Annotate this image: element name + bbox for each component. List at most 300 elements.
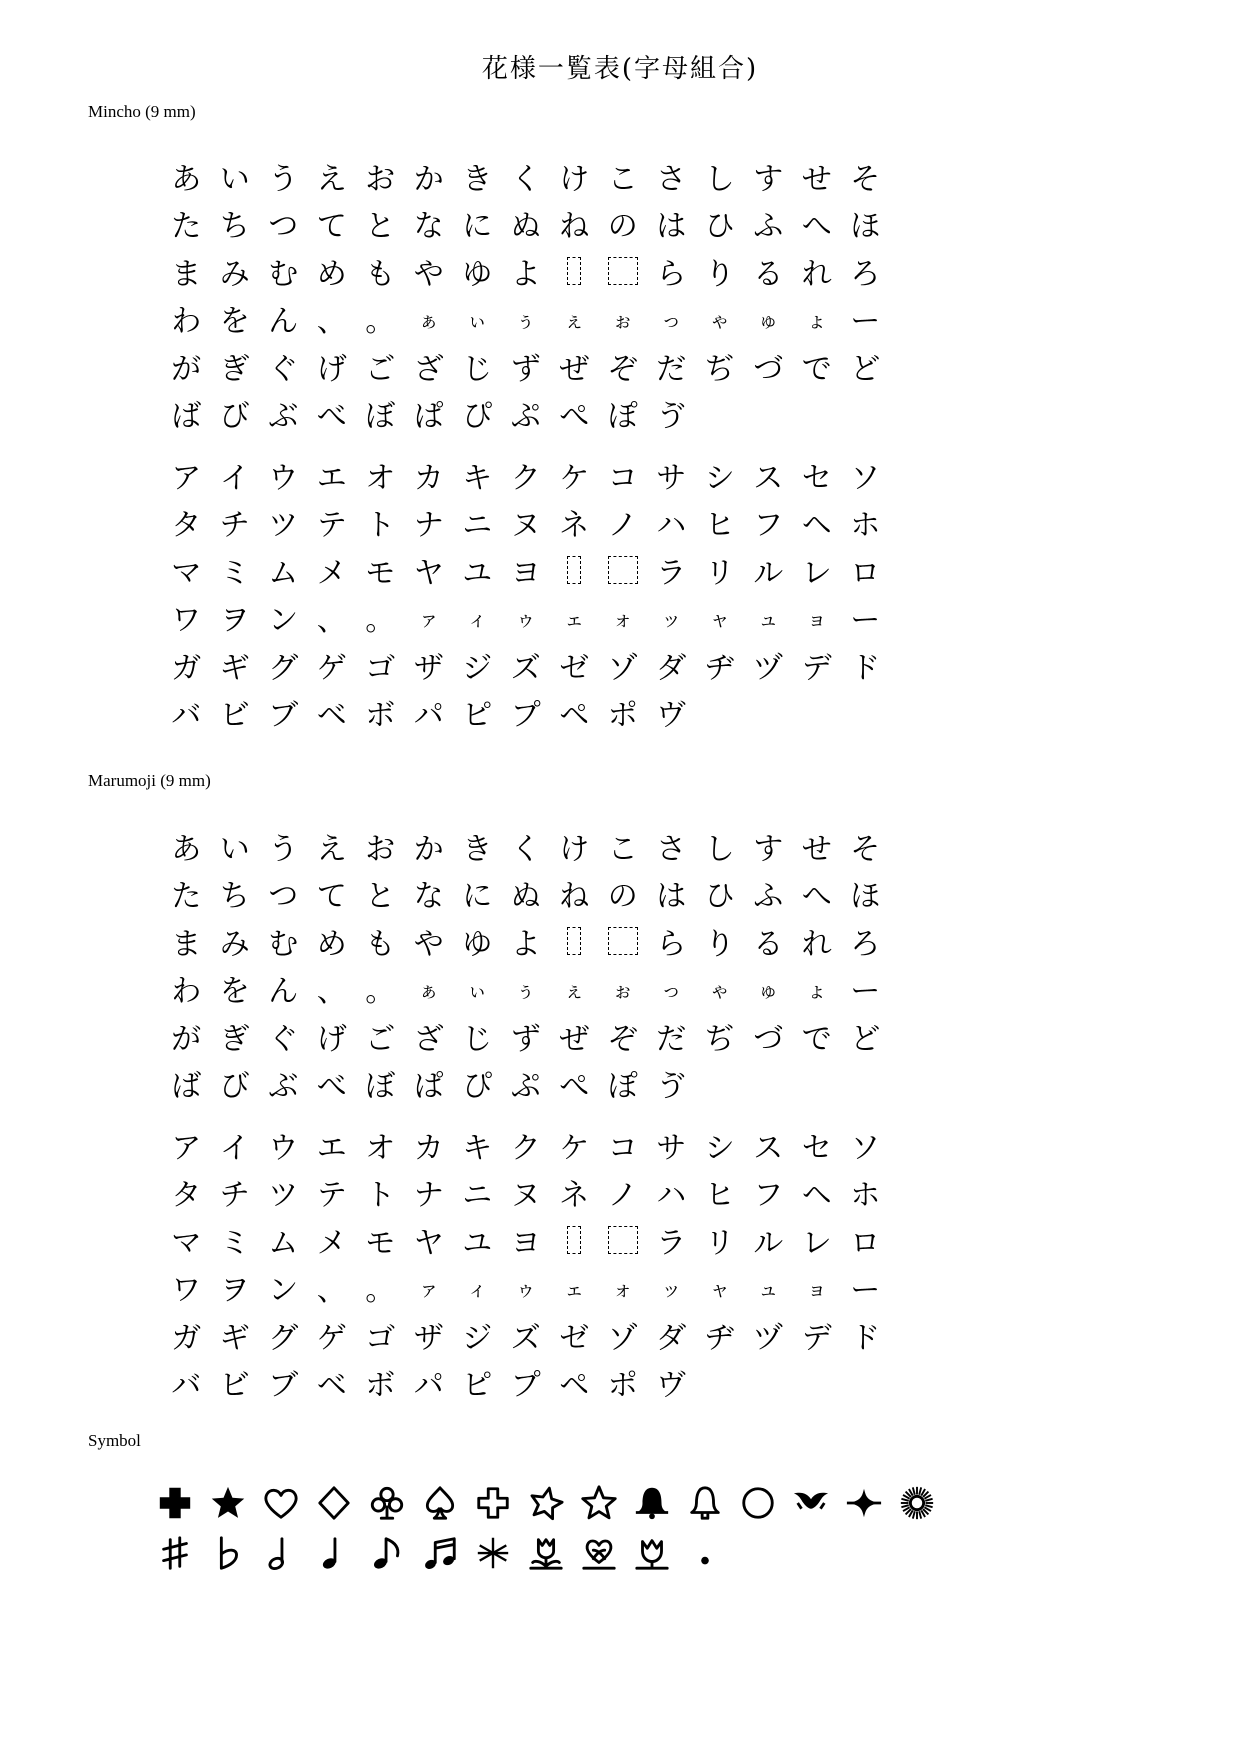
char-cell: ブ (268, 1368, 299, 1404)
char-cell: の (607, 209, 638, 245)
char-cell: べ (316, 1069, 347, 1105)
char-cell: ゴ (365, 1320, 396, 1356)
char-row (162, 152, 890, 200)
char-cell: メ (316, 1225, 347, 1261)
char-cell: ん (268, 974, 299, 1010)
char-cell: ば (171, 399, 202, 435)
char-cell: ル (753, 1225, 784, 1261)
char-cell: ノ (607, 1178, 638, 1214)
char-cell: ひ (704, 879, 735, 915)
char-cell: ぬ (510, 209, 541, 245)
char-cell: ぇ (564, 977, 585, 1002)
char-cell: へ (801, 209, 832, 245)
char-cell: ァ (418, 606, 439, 631)
char-cell: ジ (462, 1320, 493, 1356)
char-cell: さ (656, 161, 687, 197)
char-cell: ヤ (413, 555, 444, 591)
char-row (162, 295, 890, 343)
char-cell: ヘ (801, 1178, 832, 1214)
char-cell: ぜ (559, 351, 590, 387)
char-row (162, 1169, 890, 1217)
char-row (162, 247, 890, 295)
char-cell: オ (365, 460, 396, 496)
char-cell: ロ (850, 555, 881, 591)
char-cell: シ (704, 460, 735, 496)
char-cell: ち (219, 879, 250, 915)
char-row (162, 917, 890, 965)
char-cell: ゔ (656, 399, 687, 435)
char-cell: ゾ (607, 650, 638, 686)
char-cell: ー (850, 974, 881, 1010)
char-row (162, 1264, 890, 1312)
char-cell: 、 (316, 304, 347, 340)
char-cell: ペ (559, 1368, 590, 1404)
char-cell: げ (316, 1021, 347, 1057)
char-cell: け (559, 161, 590, 197)
char-cell: い (219, 831, 250, 867)
char-cell: や (413, 256, 444, 292)
char-cell: づ (753, 1021, 784, 1057)
char-cell: さ (656, 831, 687, 867)
char-row (162, 1121, 890, 1169)
symbol-row (148, 1528, 943, 1578)
char-cell: ち (219, 209, 250, 245)
char-cell: ヂ (704, 1320, 735, 1356)
char-cell: ょ (806, 307, 827, 332)
char-cell: サ (656, 1130, 687, 1166)
char-cell: お (365, 831, 396, 867)
spade-icon (413, 1478, 466, 1528)
heart-ribbon-icon (572, 1528, 625, 1578)
char-cell: と (365, 879, 396, 915)
char-cell: な (413, 879, 444, 915)
char-cell: ず (510, 351, 541, 387)
char-cell: テ (316, 1178, 347, 1214)
char-cell: サ (656, 460, 687, 496)
char-cell: ど (850, 1021, 881, 1057)
char-cell: め (316, 256, 347, 292)
char-cell: っ (661, 307, 682, 332)
char-cell: て (316, 879, 347, 915)
bell-icon (625, 1478, 678, 1528)
char-cell: ナ (413, 1178, 444, 1214)
char-cell: ン (268, 603, 299, 639)
char-cell: っ (661, 977, 682, 1002)
char-cell: で (801, 1021, 832, 1057)
char-cell: ネ (559, 1178, 590, 1214)
char-cell: ラ (656, 555, 687, 591)
char-cell: ら (656, 256, 687, 292)
char-cell: ェ (564, 1276, 585, 1301)
char-cell: ヒ (704, 508, 735, 544)
char-cell: カ (413, 1130, 444, 1166)
char-cell: ォ (612, 1276, 633, 1301)
char-cell: プ (510, 698, 541, 734)
char-cell: ぼ (365, 399, 396, 435)
char-cell: り (704, 256, 735, 292)
section-label-mincho: Mincho (9 mm) (88, 102, 196, 121)
char-cell: ぬ (510, 879, 541, 915)
char-cell: ボ (365, 1368, 396, 1404)
char-cell: わ (171, 304, 202, 340)
char-cell: ヴ (656, 1368, 687, 1404)
char-cell: ロ (850, 1225, 881, 1261)
char-cell: じ (462, 351, 493, 387)
char-cell: ヌ (510, 1178, 541, 1214)
char-cell: デ (801, 1320, 832, 1356)
symbol-row (148, 1478, 943, 1528)
char-cell: リ (704, 555, 735, 591)
char-cell: み (219, 256, 250, 292)
star-outline-2-icon (572, 1478, 625, 1528)
section-label-marumoji: Marumoji (9 mm) (88, 771, 211, 790)
char-cell: ポ (607, 1368, 638, 1404)
char-cell: ゥ (515, 1276, 536, 1301)
char-cell: グ (268, 1320, 299, 1356)
char-cell: イ (219, 1130, 250, 1166)
char-cell: は (656, 879, 687, 915)
char-cell: ャ (709, 1276, 730, 1301)
char-cell: ソ (850, 460, 881, 496)
star-outline-icon (519, 1478, 572, 1528)
char-cell: キ (462, 1130, 493, 1166)
char-cell: う (268, 831, 299, 867)
marumoji-katakana-grid (162, 1121, 890, 1406)
char-cell: シ (704, 1130, 735, 1166)
char-row (162, 689, 890, 737)
char-cell: ゴ (365, 650, 396, 686)
char-cell: ュ (758, 606, 779, 631)
char-cell: パ (413, 698, 444, 734)
char-cell: タ (171, 508, 202, 544)
char-row (162, 342, 890, 390)
char-cell: ぺ (559, 399, 590, 435)
char-cell: メ (316, 555, 347, 591)
char-cell: ぉ (612, 307, 633, 332)
char-cell: ペ (559, 698, 590, 734)
char-cell: ュ (758, 1276, 779, 1301)
char-cell: ぞ (607, 351, 638, 387)
section-label-symbol: Symbol (88, 1431, 141, 1450)
char-cell: ぁ (418, 307, 439, 332)
char-cell: レ (801, 555, 832, 591)
char-cell: ジ (462, 650, 493, 686)
char-row (162, 1012, 890, 1060)
char-row (162, 965, 890, 1013)
char-cell: だ (656, 351, 687, 387)
char-cell: む (268, 926, 299, 962)
char-cell: ぃ (467, 307, 488, 332)
char-cell: デ (801, 650, 832, 686)
diamond-icon (307, 1478, 360, 1528)
quarter-note-icon (307, 1528, 360, 1578)
char-cell: ま (171, 926, 202, 962)
char-cell: ら (656, 926, 687, 962)
char-cell: き (462, 831, 493, 867)
char-cell: ぷ (510, 399, 541, 435)
char-cell: ー (850, 1273, 881, 1309)
char-cell: ォ (612, 606, 633, 631)
char-cell: ヅ (753, 1320, 784, 1356)
char-cell: ぐ (268, 1021, 299, 1057)
char-cell: ヅ (753, 650, 784, 686)
char-cell: 。 (365, 603, 396, 639)
char-cell: ブ (268, 698, 299, 734)
char-cell: ま (171, 256, 202, 292)
char-cell: ノ (607, 508, 638, 544)
char-cell: ヲ (219, 1273, 250, 1309)
char-cell: タ (171, 1178, 202, 1214)
char-cell: ム (268, 1225, 299, 1261)
char-cell: ボ (365, 698, 396, 734)
sixteenth-notes-icon (413, 1528, 466, 1578)
char-cell: ゲ (316, 1320, 347, 1356)
char-cell: エ (316, 460, 347, 496)
char-cell: ガ (171, 1320, 202, 1356)
char-row (162, 1060, 890, 1108)
char-cell: ソ (850, 1130, 881, 1166)
sun-icon (890, 1478, 943, 1528)
char-cell: る (753, 256, 784, 292)
char-cell: ル (753, 555, 784, 591)
char-cell: ね (559, 879, 590, 915)
char-cell: ゆ (462, 256, 493, 292)
char-cell: ビ (219, 1368, 250, 1404)
char-cell: 。 (365, 304, 396, 340)
flat-icon (201, 1528, 254, 1578)
char-cell: コ (607, 460, 638, 496)
char-cell: ウ (268, 460, 299, 496)
cross-outline-icon (466, 1478, 519, 1528)
char-cell: ひ (704, 209, 735, 245)
char-cell: ス (753, 1130, 784, 1166)
char-cell: ね (559, 209, 590, 245)
char-cell: ょ (806, 977, 827, 1002)
char-cell: ぅ (515, 307, 536, 332)
char-cell: 、 (316, 1273, 347, 1309)
char-cell: ん (268, 304, 299, 340)
char-cell: ス (753, 460, 784, 496)
char-cell: カ (413, 460, 444, 496)
char-cell: て (316, 209, 347, 245)
char-cell: ィ (467, 606, 488, 631)
char-cell: ぱ (413, 1069, 444, 1105)
char-cell: ろ (850, 926, 881, 962)
tulip-icon (519, 1528, 572, 1578)
char-cell: マ (171, 1225, 202, 1261)
char-cell: パ (413, 1368, 444, 1404)
char-cell: み (219, 926, 250, 962)
char-cell: ャ (709, 606, 730, 631)
char-cell: づ (753, 351, 784, 387)
char-cell: ほ (850, 879, 881, 915)
char-cell: キ (462, 460, 493, 496)
char-cell: る (753, 926, 784, 962)
char-cell: ゃ (709, 977, 730, 1002)
char-row (162, 1311, 890, 1359)
char-cell: げ (316, 351, 347, 387)
char-cell: 、 (316, 974, 347, 1010)
char-cell: ハ (656, 508, 687, 544)
char-cell: り (704, 926, 735, 962)
char-cell: ダ (656, 650, 687, 686)
char-cell: ビ (219, 698, 250, 734)
char-cell: め (316, 926, 347, 962)
char-cell: グ (268, 650, 299, 686)
char-cell: ふ (753, 209, 784, 245)
char-cell: け (559, 831, 590, 867)
char-cell: ラ (656, 1225, 687, 1261)
char-cell: イ (219, 460, 250, 496)
char-cell: ム (268, 555, 299, 591)
char-cell: ョ (806, 606, 827, 631)
char-cell: ず (510, 1021, 541, 1057)
char-cell: ぁ (418, 977, 439, 1002)
char-cell: ナ (413, 508, 444, 544)
char-cell: 。 (365, 1273, 396, 1309)
char-cell: ッ (661, 606, 682, 631)
char-cell: ご (365, 351, 396, 387)
char-cell: じ (462, 1021, 493, 1057)
char-cell: ェ (564, 606, 585, 631)
char-cell: ヨ (510, 1225, 541, 1261)
char-cell: ゼ (559, 1320, 590, 1356)
char-cell: の (607, 879, 638, 915)
char-cell: こ (607, 831, 638, 867)
char-cell: む (268, 256, 299, 292)
char-cell: ン (268, 1273, 299, 1309)
char-cell: に (462, 879, 493, 915)
char-cell: ケ (559, 460, 590, 496)
char-row (162, 451, 890, 499)
char-cell: ホ (850, 508, 881, 544)
cross-icon (148, 1478, 201, 1528)
char-cell: ぜ (559, 1021, 590, 1057)
char-row (162, 641, 890, 689)
char-cell: を (219, 974, 250, 1010)
char-cell: を (219, 304, 250, 340)
circle-icon (731, 1478, 784, 1528)
char-cell: リ (704, 1225, 735, 1261)
char-cell: ギ (219, 650, 250, 686)
char-cell: く (510, 161, 541, 197)
char-cell: 。 (365, 974, 396, 1010)
char-cell: ィ (467, 1276, 488, 1301)
char-cell: ミ (219, 1225, 250, 1261)
eighth-note-icon (360, 1528, 413, 1578)
char-cell: ゥ (515, 606, 536, 631)
char-cell: れ (801, 256, 832, 292)
char-cell: で (801, 351, 832, 387)
char-row (162, 390, 890, 438)
char-cell: れ (801, 926, 832, 962)
char-cell: く (510, 831, 541, 867)
mincho-katakana-grid (162, 451, 890, 736)
char-cell: ゆ (462, 926, 493, 962)
char-cell: ー (850, 304, 881, 340)
char-cell: モ (365, 555, 396, 591)
star-icon (201, 1478, 254, 1528)
char-cell: も (365, 926, 396, 962)
char-cell: チ (219, 508, 250, 544)
char-cell: す (753, 831, 784, 867)
char-cell: ゃ (709, 307, 730, 332)
char-cell: よ (510, 256, 541, 292)
char-cell: に (462, 209, 493, 245)
char-cell: び (219, 399, 250, 435)
char-cell: ウ (268, 1130, 299, 1166)
char-cell: 、 (316, 603, 347, 639)
char-cell: は (656, 209, 687, 245)
char-cell: ご (365, 1021, 396, 1057)
char-cell: す (753, 161, 784, 197)
char-cell: き (462, 161, 493, 197)
char-cell: ト (365, 508, 396, 544)
char-cell: ハ (656, 1178, 687, 1214)
asterisk-icon (466, 1528, 519, 1578)
char-cell: ユ (462, 555, 493, 591)
wing-icon (784, 1478, 837, 1528)
char-cell: ワ (171, 603, 202, 639)
char-cell: フ (753, 508, 784, 544)
char-cell: ぶ (268, 1069, 299, 1105)
char-cell: ヲ (219, 603, 250, 639)
char-cell: プ (510, 1368, 541, 1404)
char-cell: ー (850, 603, 881, 639)
sparkle-icon (837, 1478, 890, 1528)
char-cell: セ (801, 1130, 832, 1166)
char-cell: ヘ (801, 508, 832, 544)
char-cell: つ (268, 209, 299, 245)
char-cell: ど (850, 351, 881, 387)
char-cell: ゲ (316, 650, 347, 686)
char-cell: ワ (171, 1273, 202, 1309)
char-cell: マ (171, 555, 202, 591)
char-cell: チ (219, 1178, 250, 1214)
char-cell: ぅ (515, 977, 536, 1002)
char-row (162, 1359, 890, 1407)
char-cell: エ (316, 1130, 347, 1166)
char-cell: オ (365, 1130, 396, 1166)
char-cell: が (171, 351, 202, 387)
char-cell: い (219, 161, 250, 197)
char-cell: お (365, 161, 396, 197)
char-cell: ト (365, 1178, 396, 1214)
char-cell: ほ (850, 209, 881, 245)
char-cell: せ (801, 831, 832, 867)
char-cell: フ (753, 1178, 784, 1214)
char-cell: へ (801, 879, 832, 915)
char-cell: わ (171, 974, 202, 1010)
char-cell: ツ (268, 1178, 299, 1214)
char-cell: ぴ (462, 399, 493, 435)
heart-icon (254, 1478, 307, 1528)
char-row (162, 822, 890, 870)
char-row (162, 200, 890, 248)
char-cell: ポ (607, 698, 638, 734)
char-cell: せ (801, 161, 832, 197)
char-cell: と (365, 209, 396, 245)
char-cell: ぷ (510, 1069, 541, 1105)
char-cell: ゔ (656, 1069, 687, 1105)
char-cell: や (413, 926, 444, 962)
sharp-icon (148, 1528, 201, 1578)
half-note-icon (254, 1528, 307, 1578)
char-cell: た (171, 879, 202, 915)
char-cell: あ (171, 161, 202, 197)
char-cell: え (316, 831, 347, 867)
char-cell: ユ (462, 1225, 493, 1261)
